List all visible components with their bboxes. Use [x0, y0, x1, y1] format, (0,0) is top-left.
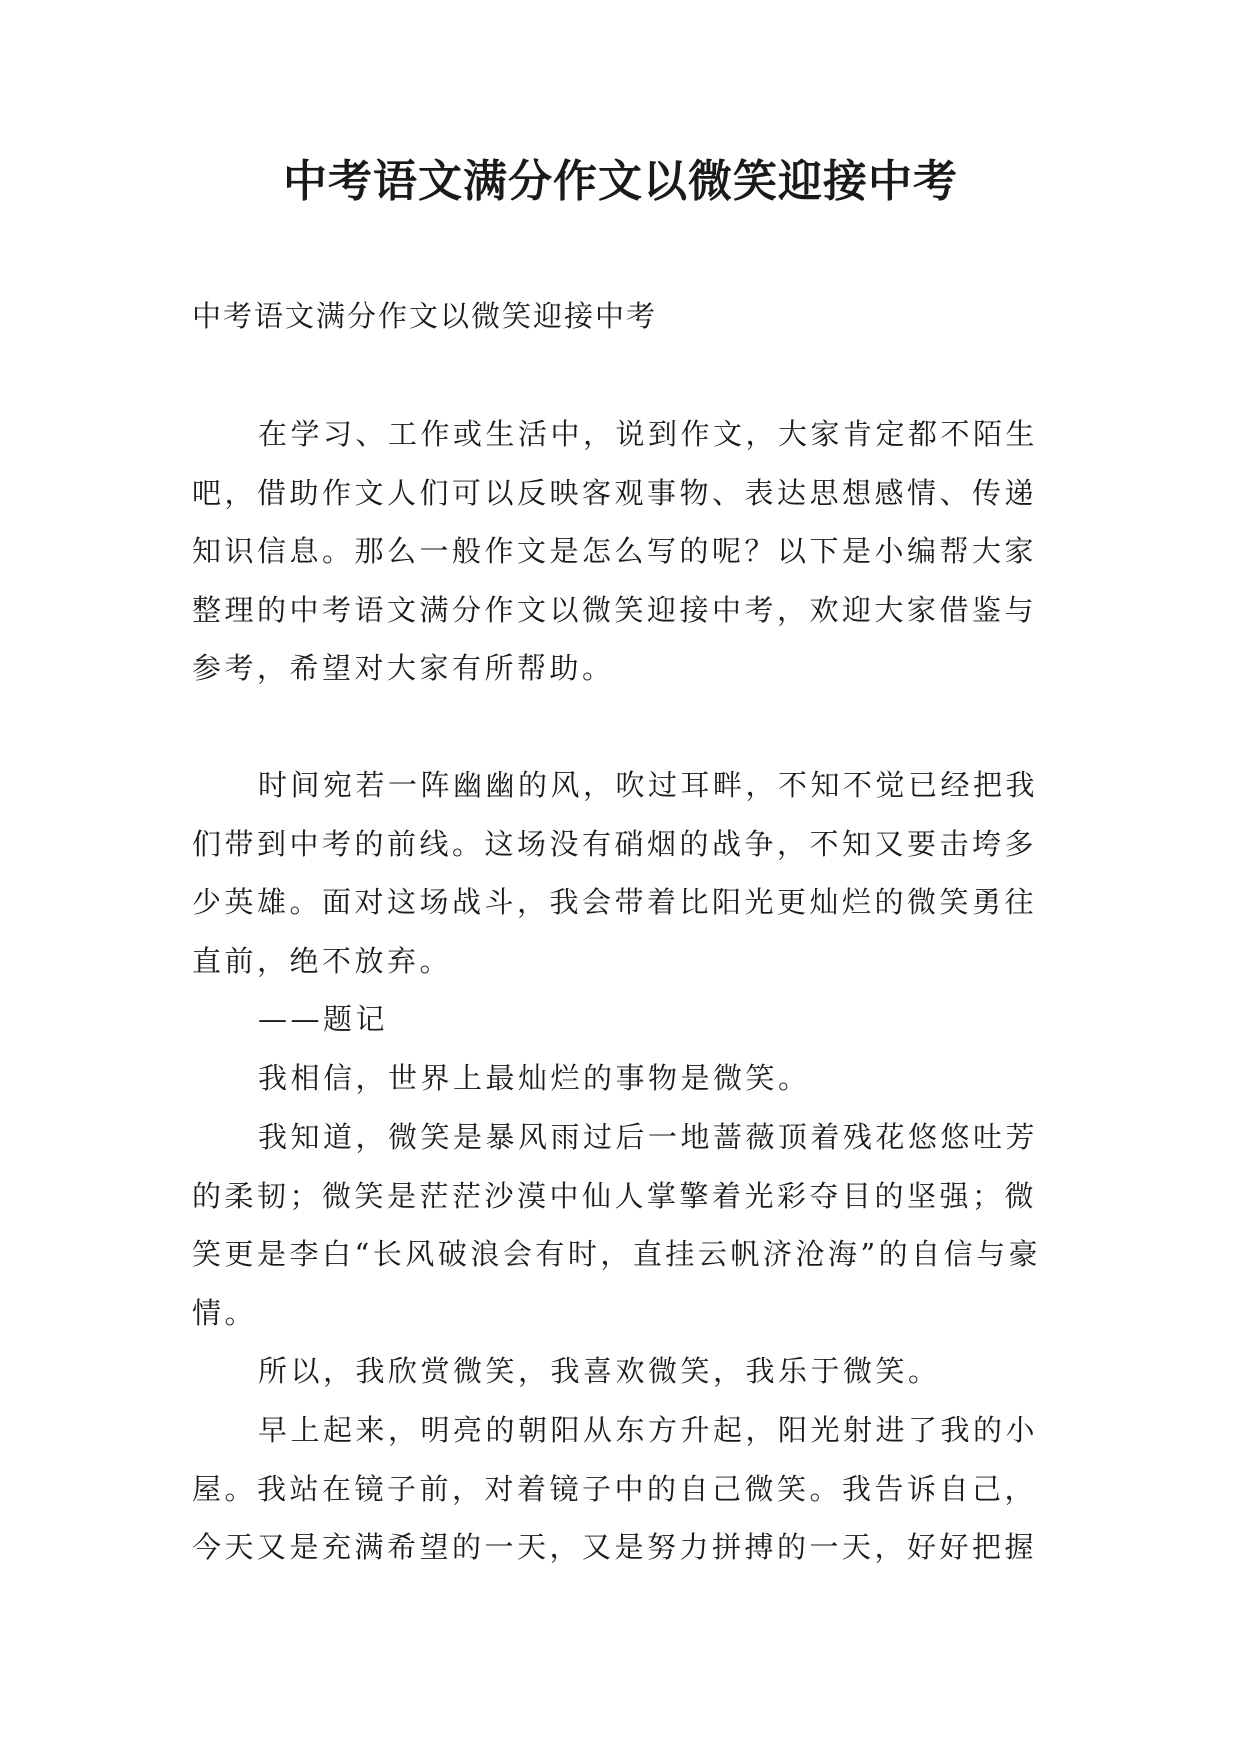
document-subtitle: 中考语文满分作文以微笑迎接中考	[192, 299, 658, 333]
paragraph-belief: 我相信，世界上最灿烂的事物是微笑。	[258, 1061, 811, 1095]
paragraph-intro: 在学习、工作或生活中，说到作文，大家肯定都不陌生吧，借助作文人们可以反映客观事物、表达思想感情、传递知识信息。那么一般作文是怎么写的呢？以下是小编帮大家整理的中考语文满分作文以微笑迎接中考，欢迎大家借鉴与参考，希望对大家有所帮助。	[192, 417, 1039, 685]
document-title: 中考语文满分作文以微笑迎接中考	[283, 156, 958, 207]
paragraph-appreciate: 所以，我欣赏微笑，我喜欢微笑，我乐于微笑。	[258, 1354, 941, 1388]
paragraph-preface: 时间宛若一阵幽幽的风，吹过耳畔，不知不觉已经把我们带到中考的前线。这场没有硝烟的战争，不知又要击垮多少英雄。面对这场战斗，我会带着比阳光更灿烂的微笑勇往直前，绝不放弃。	[192, 768, 1039, 978]
paragraph-morning: 早上起来，明亮的朝阳从东方升起，阳光射进了我的小屋。我站在镜子前，对着镜子中的自己微笑。我告诉自己，今天又是充满希望的一天，又是努力拼搏的一天，好好把握	[192, 1413, 1039, 1564]
paragraph-smile-meaning: 我知道，微笑是暴风雨过后一地蔷薇顶着残花悠悠吐芳的柔韧；微笑是茫茫沙漠中仙人掌擎着光彩夺目的坚强；微笑更是李白“长风破浪会有时，直挂云帆济沧海”的自信与豪情。	[192, 1120, 1042, 1330]
paragraph-epigraph-note: ——题记	[258, 1002, 389, 1036]
